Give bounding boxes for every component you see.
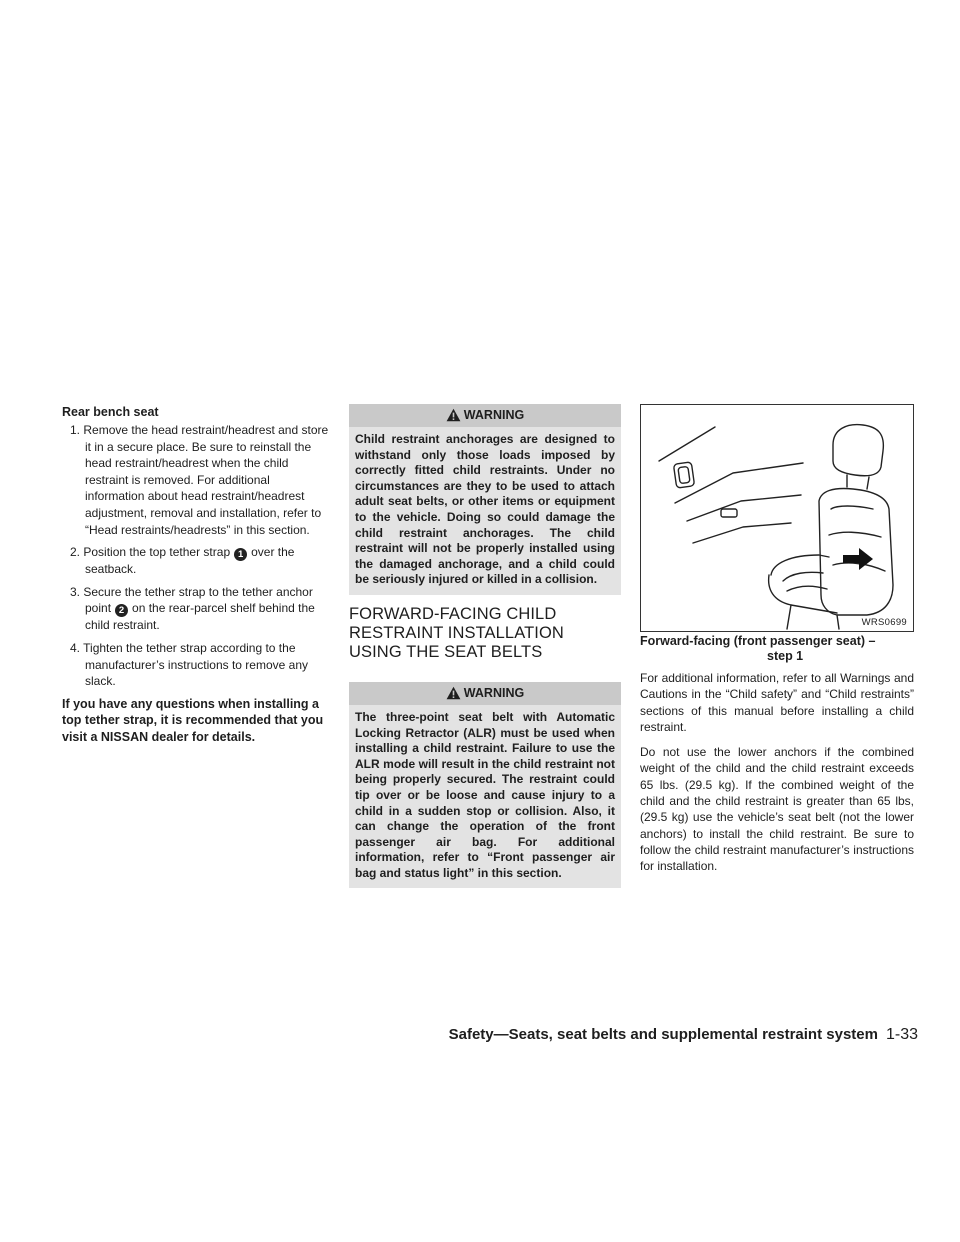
callout-2-icon: 2 xyxy=(115,604,128,617)
step-2 xyxy=(62,544,330,578)
step-number: 4. xyxy=(70,640,81,655)
figure-caption xyxy=(640,634,914,664)
step-text: Secure the tether strap to the tether anchor point xyxy=(83,584,313,616)
warning-text: The three-point seat belt with Automatic Locking Retractor (ALR) must be used when installing a child restraint. Failure to use the ALR mode will result in the child restraint not being properly secured. The restraint could tip over or be loose and cause injury to a child in a sudden stop or collision. Also, it can change the operation of the front passenger air bag. For additional information, refer to “Front passenger air bag and status light” in this section. xyxy=(355,709,615,880)
page-number: 1-33 xyxy=(885,1026,918,1043)
step-3 xyxy=(62,584,330,634)
warning-box-anchorages xyxy=(349,404,621,595)
step-4 xyxy=(62,640,330,690)
step-number: 1. xyxy=(70,423,81,437)
warning-triangle-icon xyxy=(446,408,461,422)
dealer-note: If you have any questions when installing a top tether strap, it is recommended that you visit a NISSAN dealer for details. xyxy=(62,696,324,744)
warning-label: WARNING xyxy=(463,685,525,700)
front-passenger-seat-drawing xyxy=(641,405,913,631)
step-text: over the seatback. xyxy=(85,545,295,577)
footer-section-title: Safety—Seats, seat belts and supplemental restraint system xyxy=(448,1026,878,1043)
page-footer xyxy=(449,1026,918,1044)
warning-triangle-icon xyxy=(446,686,461,700)
step-number: 3. xyxy=(70,584,81,599)
caption-line-2: step 1 xyxy=(767,649,804,663)
callout-1-icon: 1 xyxy=(234,548,247,561)
left-column xyxy=(62,404,330,746)
section-title: FORWARD-FACING CHILD RESTRAINT INSTALLATION USING THE SEAT BELTS xyxy=(349,604,564,661)
warning-header xyxy=(349,682,621,705)
paragraph-lower-anchors-weight: Do not use the lower anchors if the combined weight of the child and the child restraint exceeds 65 lbs. (29.5 kg). If the combined weight of the child and the child restraint is greater than 65 lbs, (29.5 kg) use the vehicle’s seat belt (not the lower anchors) to install the child restraint. Be sure to follow the child restraint manufacturer’s instructions for installation. xyxy=(640,745,914,874)
paragraph-warnings-reference: For additional information, refer to all Warnings and Cautions in the “Child safety” and “Child restraints” sections of this manual before installing a child restraint. xyxy=(640,671,914,734)
right-column xyxy=(640,404,914,884)
step-text: on the rear-parcel shelf behind the child restraint. xyxy=(85,601,315,633)
warning-header xyxy=(349,404,621,427)
warning-label: WARNING xyxy=(463,408,525,422)
warning-text: Child restraint anchorages are designed to withstand only those loads imposed by correctly fitted child restraints. Under no circumstances are they to be used to attach adult seat belts, or other items or equipment to the vehicle. Doing so could damage the child restraint anchorages. The child restraint will not be properly installed using the damaged anchorage, and a child could be seriously injured or killed in a collision. xyxy=(355,432,615,587)
step-text: Remove the head restraint/headrest and store it in a secure place. Be sure to reinstall the head restraint/headrest when the child restraint is removed. For additional information about head restraint/headrest adjustment, removal and installation, refer to “Head restraints/headrests” in this section. xyxy=(83,423,329,537)
step-text: Tighten the tether strap according to the manufacturer’s instructions to remove any slack. xyxy=(83,640,308,689)
middle-column xyxy=(349,404,621,898)
warning-box-alr xyxy=(349,682,621,889)
caption-line-1: Forward-facing (front passenger seat) – xyxy=(640,634,876,648)
seat-illustration xyxy=(640,404,914,632)
step-1 xyxy=(62,422,330,538)
step-text: Position the top tether strap xyxy=(83,545,231,560)
step-number: 2. xyxy=(70,545,81,560)
subheading-rear-bench-seat: Rear bench seat xyxy=(62,405,159,419)
figure-code: WRS0699 xyxy=(861,617,907,628)
